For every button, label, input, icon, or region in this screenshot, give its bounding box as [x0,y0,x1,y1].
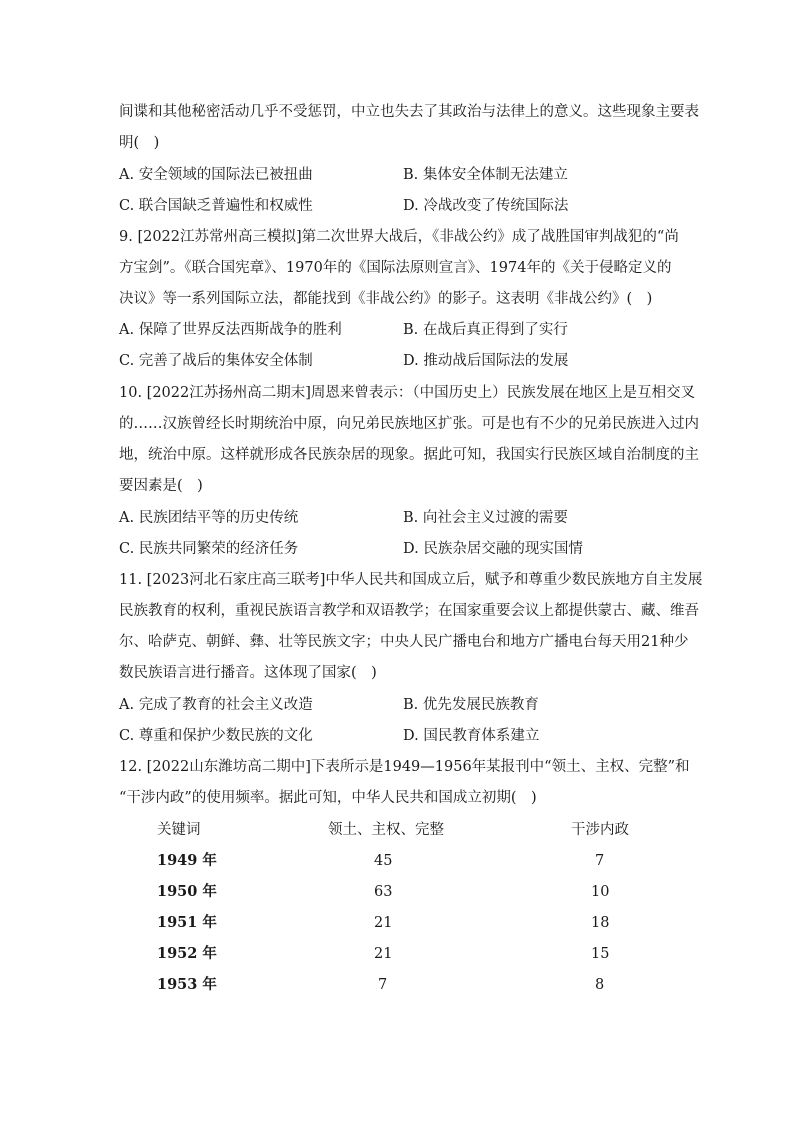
table-row-year: 1950 年 [157,883,217,900]
question-10-text-line: 要因素是( ) [119,478,203,494]
q10-option-b: B. 向社会主义过渡的需要 [403,510,568,526]
table-header-keyword: 关键词 [157,822,201,838]
question-10-text-line: 地，统治中原。这样就形成各民族杂居的现象。据此可知，我国实行民族区域自治制度的主 [119,447,699,463]
question-10-text-line: 10. [2022江苏扬州高二期末]周恩来曾表示：（中国历史上）民族发展在地区上是互相交叉 [119,385,696,401]
question-text-line: 间谍和其他秘密活动几乎不受惩罚，中立也失去了其政治与法律上的意义。这些现象主要表 [119,104,699,120]
table-cell-interference: 7 [595,853,605,869]
table-row-year: 1952 年 [157,945,217,962]
option-d: D. 冷战改变了传统国际法 [403,198,569,214]
question-12-text-line: 12. [2022山东潍坊高二期中]下表所示是1949—1956年某报刊中“领土、主权、完整”和 [119,759,690,775]
question-10-text-line: 的……汉族曾经长时期统治中原，向兄弟民族地区扩张。可是也有不少的兄弟民族进入过内 [119,416,699,432]
q11-option-a: A. 完成了教育的社会主义改造 [119,697,313,713]
q11-option-b: B. 优先发展民族教育 [403,697,539,713]
q9-option-d: D. 推动战后国际法的发展 [403,353,569,369]
table-header-sovereignty: 领土、主权、完整 [328,822,444,838]
q10-option-d: D. 民族杂居交融的现实国情 [403,541,583,557]
table-cell-interference: 18 [591,915,610,931]
question-11-text-line: 数民族语言进行播音。这体现了国家( ) [119,665,377,681]
table-row-year: 1951 年 [157,914,217,931]
q11-option-c: C. 尊重和保护少数民族的文化 [119,728,313,744]
question-9-text-line: 方宝剑”。《联合国宪章》、1970年的《国际法原则宣言》、1974年的《关于侵略定义的 [119,260,672,276]
table-cell-sovereignty: 63 [374,884,393,900]
q9-option-a: A. 保障了世界反法西斯战争的胜利 [119,322,342,338]
q11-option-d: D. 国民教育体系建立 [403,728,540,744]
table-cell-interference: 8 [595,977,605,993]
question-11-text-line: 尔、哈萨克、朝鲜、彝、壮等民族文字；中央人民广播电台和地方广播电台每天用21种少 [119,634,689,650]
table-cell-sovereignty: 7 [378,977,388,993]
table-cell-sovereignty: 45 [374,853,393,869]
table-header-interference: 干涉内政 [571,822,629,838]
question-9-text-line: 决议》等一系列国际立法，都能找到《非战公约》的影子。这表明《非战公约》( ) [119,291,653,307]
question-11-text-line: 11. [2023河北石家庄高三联考]中华人民共和国成立后，赋予和尊重少数民族地方自主发展 [119,572,703,588]
table-row-year: 1953 年 [157,976,217,993]
table-cell-sovereignty: 21 [374,915,393,931]
question-text-line: 明( ) [119,135,160,151]
table-cell-interference: 10 [591,884,610,900]
table-row-year: 1949 年 [157,852,217,869]
q10-option-a: A. 民族团结平等的历史传统 [119,510,299,526]
table-cell-sovereignty: 21 [374,946,393,962]
q9-option-b: B. 在战后真正得到了实行 [403,322,568,338]
question-12-text-line: “干涉内政”的使用频率。据此可知，中华人民共和国成立初期( ) [119,790,537,806]
option-b: B. 集体安全体制无法建立 [403,167,568,183]
option-c: C. 联合国缺乏普遍性和权威性 [119,198,313,214]
q10-option-c: C. 民族共同繁荣的经济任务 [119,541,299,557]
question-9-text-line: 9. [2022江苏常州高三模拟]第二次世界大战后，《非战公约》成了战胜国审判战犯的“尚 [119,229,679,245]
question-11-text-line: 民族教育的权利，重视民族语言教学和双语教学；在国家重要会议上都提供蒙古、藏、维吾 [119,603,699,619]
q9-option-c: C. 完善了战后的集体安全体制 [119,353,313,369]
option-a: A. 安全领域的国际法已被扭曲 [119,167,313,183]
table-cell-interference: 15 [591,946,610,962]
